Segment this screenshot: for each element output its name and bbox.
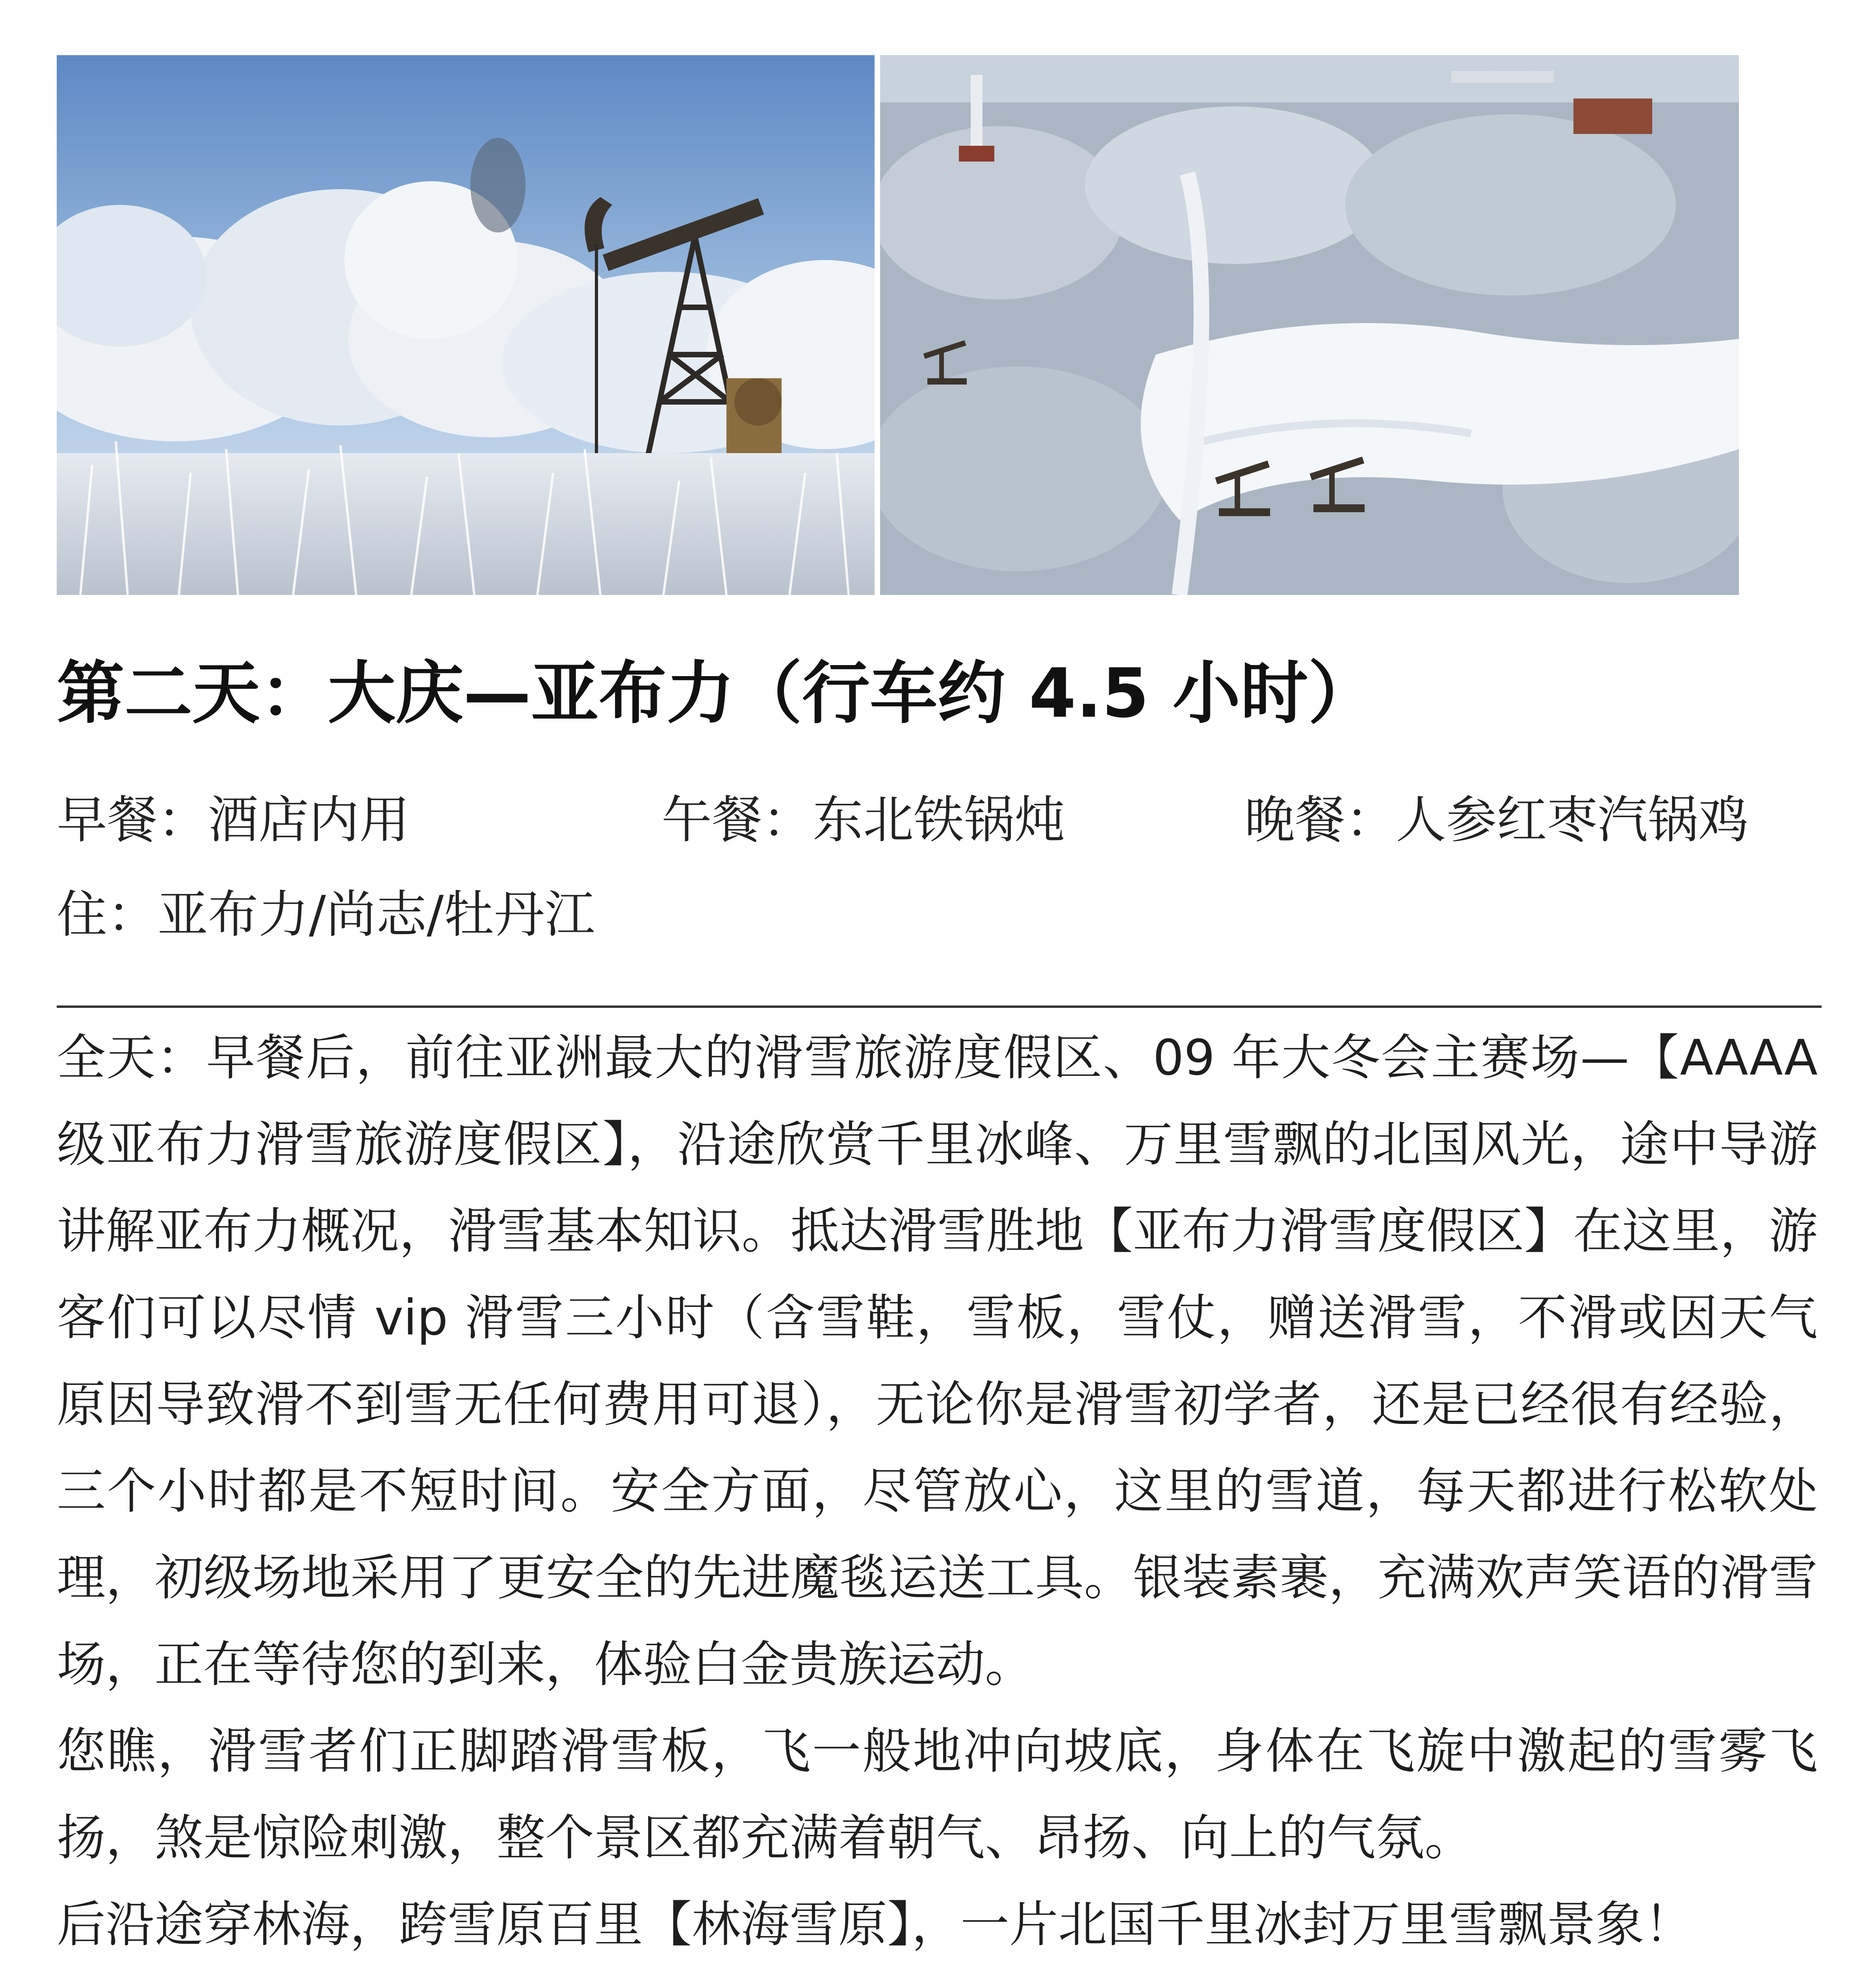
itinerary-paragraph-ski: 全天：早餐后，前往亚洲最大的滑雪旅游度假区、09 年大冬会主赛场—【AAAA 级亚布力滑雪旅游度假区】，沿途欣赏千里冰峰、万里雪飘的北国风光，途中导游讲解亚布力概况，滑雪基本知识。抵达滑雪胜地【亚布力滑雪度假区】在这里，游客们可以尽情 vip 滑雪三小时（含雪鞋，雪板，雪仗，赠送滑雪，不滑或因天气原因导致滑不到雪无任何费用可退），无论你是滑雪初学者，还是已经很有经验，三个小时都是不短时间。安全方面，尽管放心，这里的雪道，每天都进行松软处理，初级场地采用了更安全的先进魔毯运送工具。银装素裹，充满欢声笑语的滑雪场，正在等待您的到来，体验白金贵族运动。	[57, 1030, 1818, 1693]
lodging-info: 住：亚布力/尚志/牡丹江	[57, 885, 595, 944]
lunch-info: 午餐：东北铁锅炖	[661, 791, 1065, 849]
itinerary-paragraph-reindeer	[57, 1968, 1818, 1970]
breakfast-info: 早餐：酒店内用	[57, 791, 410, 849]
dinner-info: 晚餐：人参红枣汽锅鸡	[1244, 791, 1749, 849]
photo-row	[57, 55, 1739, 595]
itinerary-paragraph-forest: 后沿途穿林海，跨雪原百里【林海雪原】，一片北国千里冰封万里雪飘景象！	[57, 1896, 1694, 1953]
itinerary-paragraph-skiers: 您瞧，滑雪者们正脚踏滑雪板，飞一般地冲向坡底，身体在飞旋中激起的雪雾飞扬，煞是惊险刺激，整个景区都充满着朝气、昂扬、向上的气氛。	[57, 1723, 1818, 1866]
aerial-snow-forest-photo	[880, 55, 1739, 595]
pumpjack-rime-forest-photo	[57, 55, 875, 595]
itinerary-body	[57, 1015, 1818, 1970]
day-title: 第二天：大庆—亚布力（行车约 4.5 小时）	[57, 654, 1376, 733]
section-divider	[57, 1005, 1822, 1008]
